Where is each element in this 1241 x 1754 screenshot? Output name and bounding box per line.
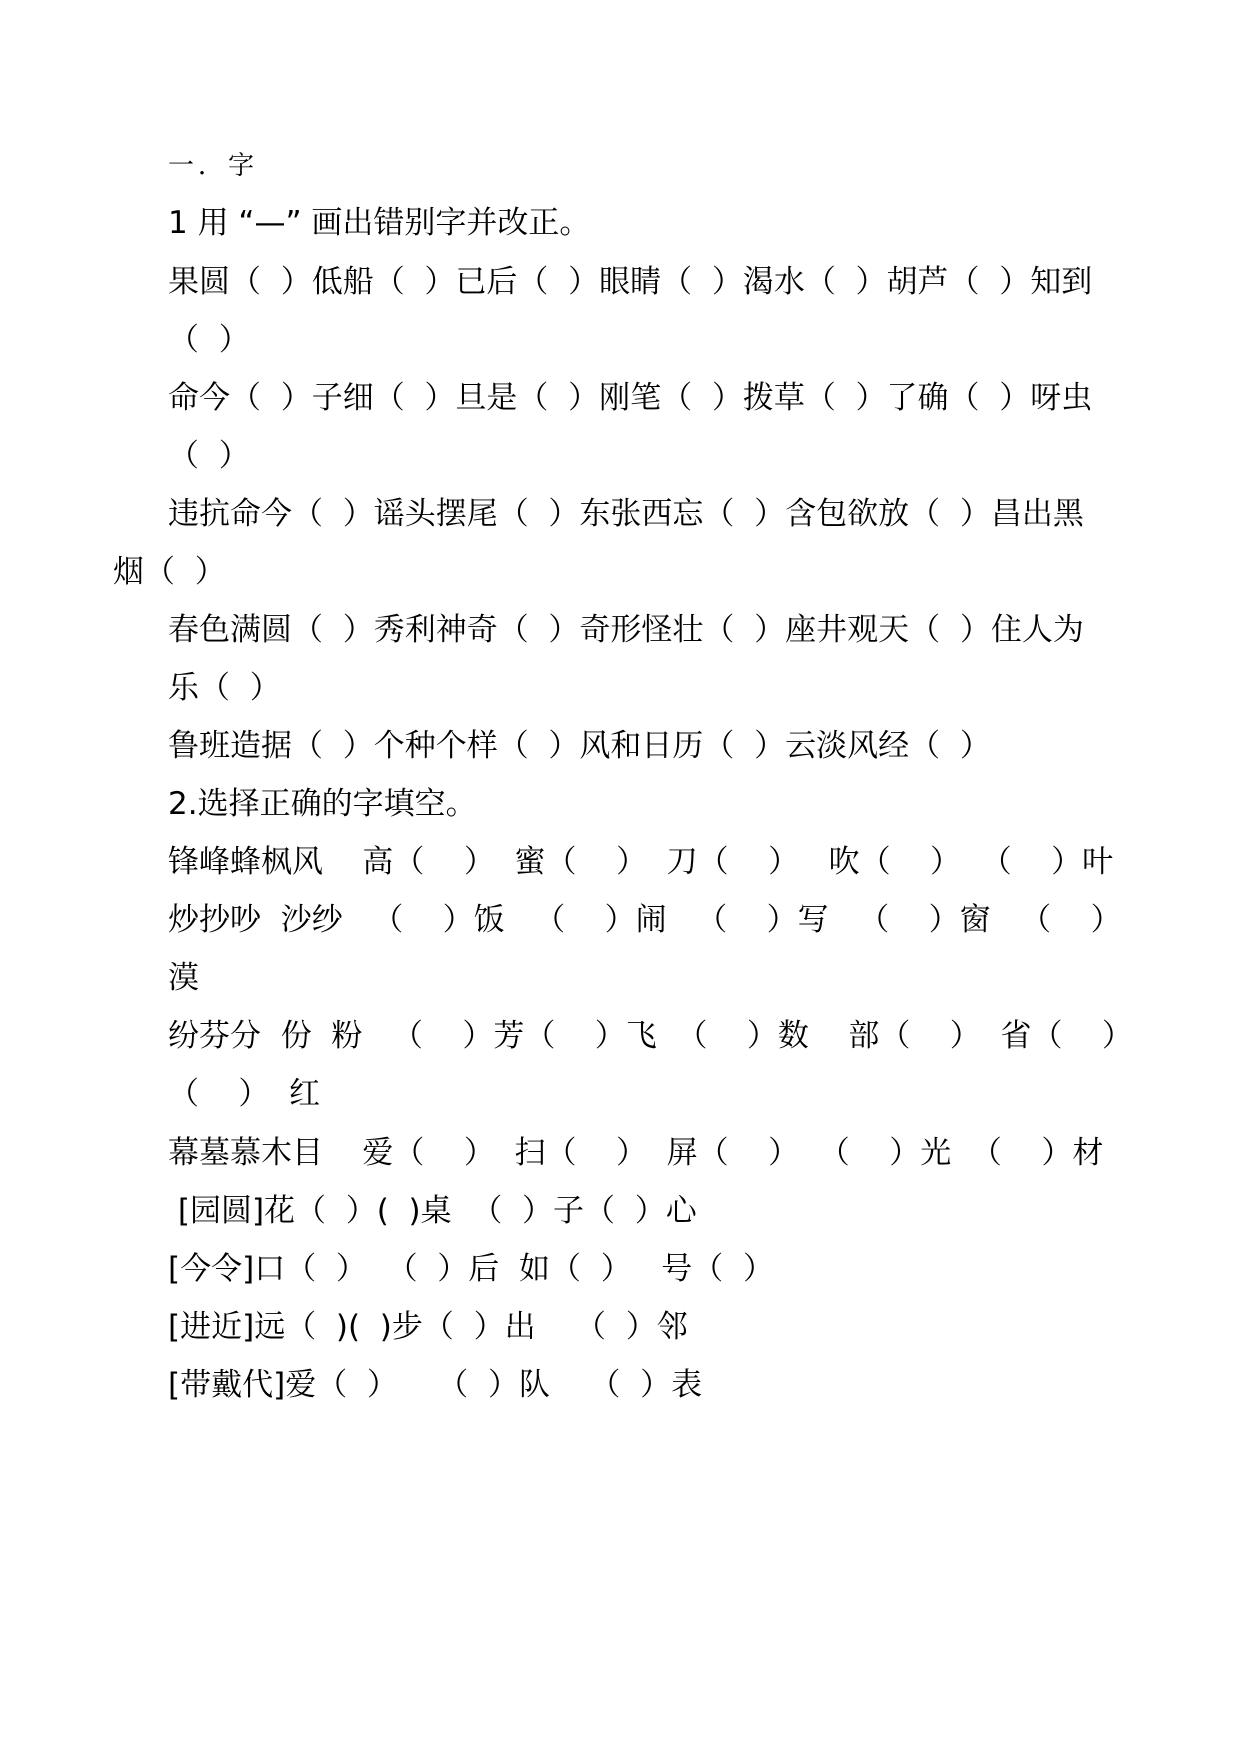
question-1-line: 命今（ ）子细（ ）旦是（ ）刚笔（ ）拨草（ ）了确（ ）呀虫 [168, 380, 1093, 416]
question-1-line: 烟（ ） [113, 554, 226, 590]
question-1-line: （ ） [168, 438, 250, 474]
question-1-line: 鲁班造据（ ）个种个样（ ）风和日历（ ）云淡风经（ ） [168, 728, 991, 764]
question-2-line: 纷芬分 份 粉 （ ）芳（ ）飞 （ ）数 部（ ） 省（ ） [168, 1018, 1133, 1054]
question-1-line: 违抗命今（ ）谣头摆尾（ ）东张西忘（ ）含包欲放（ ）昌出黑 [168, 496, 1084, 532]
question-1-line: （ ） [168, 322, 250, 358]
question-2-title: 2.选择正确的字填空。 [168, 786, 477, 822]
question-2-line: [园圆]花（ ）( )桌 （ ）子（ ）心 [168, 1193, 697, 1229]
question-2-line: [带戴代]爱（ ） （ ）队 （ ）表 [168, 1367, 703, 1403]
question-1-line: 春色满圆（ ）秀利神奇（ ）奇形怪壮（ ）座井观天（ ）住人为 [168, 612, 1084, 648]
question-2-line: [进近]远（ )( )步（ ）出 （ ）邻 [168, 1309, 688, 1345]
question-2-line: 幕墓慕木目 爱（ ） 扫（ ） 屏（ ） （ ）光 （ ）材 [168, 1135, 1104, 1171]
question-1-line: 果圆（ ）低船（ ）已后（ ）眼睛（ ）渴水（ ）胡芦（ ）知到 [168, 264, 1093, 300]
question-2-line: 漠 [168, 960, 199, 996]
question-2-line: [今令]口（ ） （ ）后 如（ ） 号（ ） [168, 1251, 774, 1287]
section-title: 一．字 [168, 151, 259, 181]
question-2-line: 炒抄吵 沙纱 （ ）饭 （ ）闹 （ ）写 （ ）窗 （ ） [168, 902, 1122, 938]
question-2-line: （ ） 红 [168, 1076, 321, 1112]
question-1-title: 1 用 “—” 画出错别字并改正。 [168, 205, 591, 241]
question-1-line: 乐（ ） [168, 670, 281, 706]
question-2-line: 锋峰蜂枫风 高（ ） 蜜（ ） 刀（ ） 吹（ ） （ ）叶 [168, 844, 1114, 880]
